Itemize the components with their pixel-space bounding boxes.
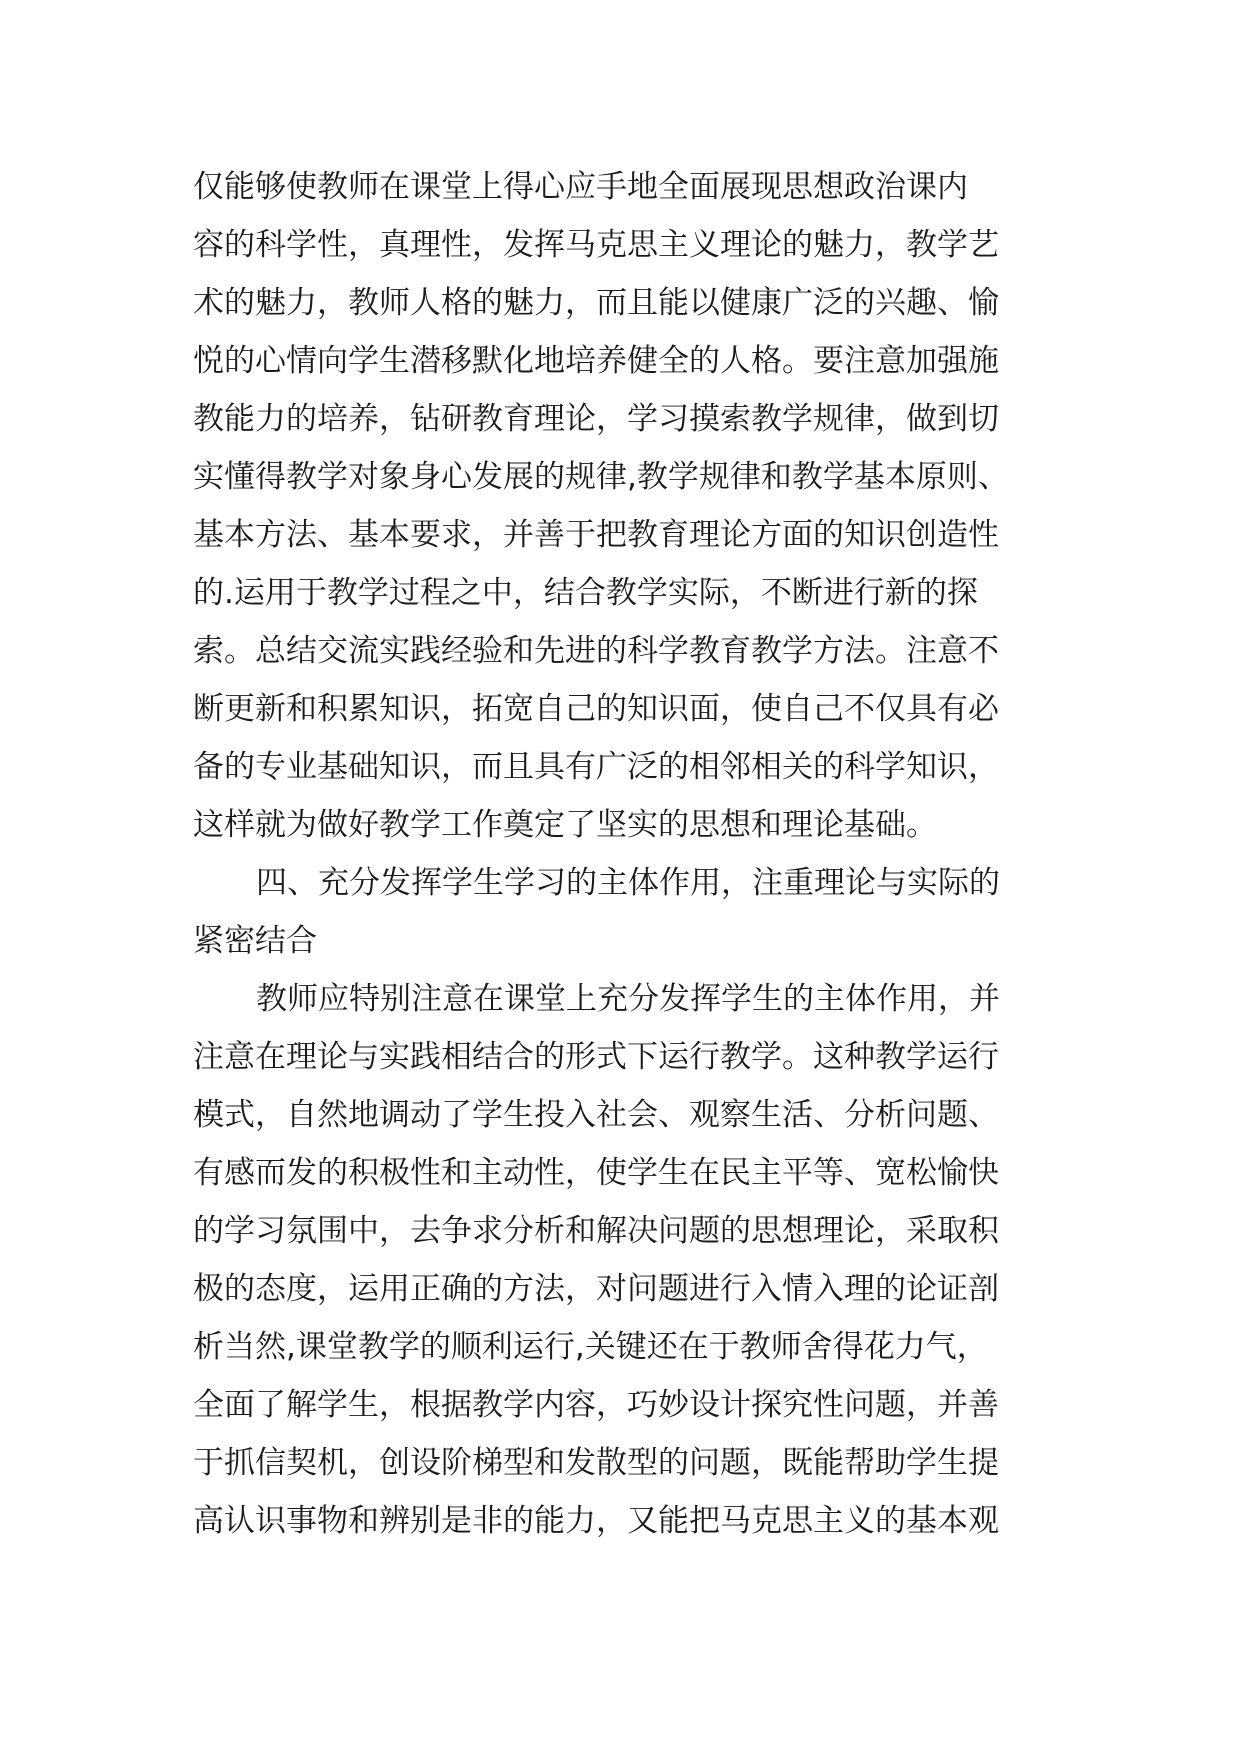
text-line: 断更新和积累知识，拓宽自己的知识面，使自己不仅具有必 bbox=[193, 691, 999, 727]
text-line: 极的态度，运用正确的方法，对问题进行入情入理的论证剖 bbox=[193, 1271, 999, 1307]
text-line: 的学习氛围中，去争求分析和解决问题的思想理论，采取积 bbox=[193, 1213, 999, 1249]
text-line: 索。总结交流实践经验和先进的科学教育教学方法。注意不 bbox=[193, 633, 999, 669]
text-line: 悦的心情向学生潜移默化地培养健全的人格。要注意加强施 bbox=[193, 343, 999, 379]
text-line: 仅能够使教师在课堂上得心应手地全面展现思想政治课内 bbox=[193, 169, 968, 205]
text-line: 析当然,课堂教学的顺利运行,关键还在于教师舍得花力气， bbox=[193, 1329, 988, 1365]
text-line: 高认识事物和辨别是非的能力，又能把马克思主义的基本观 bbox=[193, 1503, 999, 1539]
text-line: 容的科学性，真理性，发挥马克思主义理论的魅力，教学艺 bbox=[193, 227, 999, 263]
text-line: 注意在理论与实践相结合的形式下运行教学。这种教学运行 bbox=[193, 1039, 999, 1075]
text-line: 术的魅力，教师人格的魅力，而且能以健康广泛的兴趣、愉 bbox=[193, 285, 999, 321]
text-line: 这样就为做好教学工作奠定了坚实的思想和理论基础。 bbox=[193, 807, 937, 843]
text-line: 实懂得教学对象身心发展的规律,教学规律和教学基本原则、 bbox=[193, 459, 1009, 495]
text-line: 模式，自然地调动了学生投入社会、观察生活、分析问题、 bbox=[193, 1097, 999, 1133]
text-line: 有感而发的积极性和主动性，使学生在民主平等、宽松愉快 bbox=[193, 1155, 999, 1191]
text-line: 备的专业基础知识，而且具有广泛的相邻相关的科学知识， bbox=[193, 749, 999, 785]
text-line: 全面了解学生，根据教学内容，巧妙设计探究性问题，并善 bbox=[193, 1387, 999, 1423]
text-line: 教能力的培养，钻研教育理论，学习摸索教学规律，做到切 bbox=[193, 401, 999, 437]
section-heading-line: 四、充分发挥学生学习的主体作用，注重理论与实际的 bbox=[256, 865, 1000, 901]
section-heading-line: 紧密结合 bbox=[193, 923, 317, 959]
text-line: 于抓信契机，创设阶梯型和发散型的问题，既能帮助学生提 bbox=[193, 1445, 999, 1481]
text-line: 基本方法、基本要求，并善于把教育理论方面的知识创造性 bbox=[193, 517, 999, 553]
text-line: 的.运用于教学过程之中，结合教学实际，不断进行新的探 bbox=[193, 575, 978, 611]
text-line: 教师应特别注意在课堂上充分发挥学生的主体作用，并 bbox=[256, 981, 1000, 1017]
